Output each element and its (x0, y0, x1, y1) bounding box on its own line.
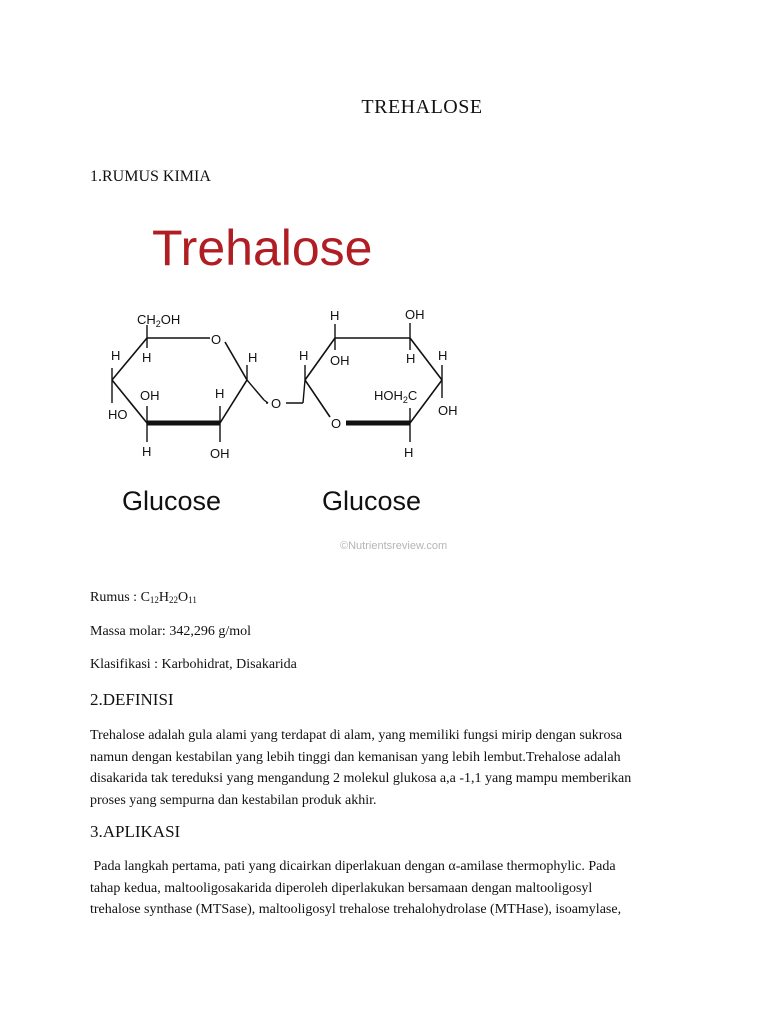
trehalose-structure-diagram (90, 200, 480, 565)
classification-line: Klasifikasi : Karbohidrat, Disakarida (90, 657, 297, 672)
left-glucose-ring (112, 338, 247, 423)
section-heading-definisi: 2.DEFINISI (90, 690, 174, 709)
formula-label: Rumus : (90, 590, 141, 605)
molar-mass-line: Massa molar: 342,296 g/mol (90, 624, 251, 639)
formula-c-count: 12 (149, 595, 159, 605)
svg-text:H: H (299, 348, 309, 363)
image-credit: ©Nutrientsreview.com (340, 540, 448, 552)
svg-text:CH2OH: $CH_2OH$ (137, 312, 181, 329)
formula-c: C (140, 590, 150, 605)
svg-text:O: O (211, 332, 222, 347)
svg-text:HOH2C: $HOH_2C$ (374, 388, 418, 405)
svg-text:H: H (142, 350, 152, 365)
svg-text:OH: OH (140, 388, 160, 403)
aplikasi-paragraph (90, 856, 690, 921)
svg-text:O: O (331, 416, 342, 431)
right-glucose-label: Glucose (322, 486, 422, 516)
right-ring-atoms (299, 307, 458, 460)
left-ring-atoms (108, 312, 257, 461)
formula-h: H (158, 590, 170, 605)
section-heading-aplikasi: 3.APLIKASI (90, 822, 181, 841)
formula-h-count: 22 (169, 595, 179, 605)
bridge-oxygen: O (271, 396, 282, 411)
paragraph-line: namun dengan kestabilan yang lebih tinggi dan kemanisan yang lebih lembut.Trehalose adalah (90, 749, 621, 765)
svg-text:OH: OH (210, 446, 230, 461)
paragraph-line: Pada langkah pertama, pati yang dicairkan diperlakuan dengan α-amilase thermophylic. Pada (90, 859, 616, 874)
paragraph-line: disakarida tak tereduksi yang mengandung 2 molekul glukosa a,a -1,1 yang mampu memberikan (90, 771, 632, 786)
document-title: TREHALOSE (361, 96, 483, 118)
svg-text:HO: HO (108, 407, 128, 422)
right-glucose-ring (305, 338, 442, 423)
left-glucose-label: Glucose (122, 486, 222, 516)
svg-text:H: H (330, 308, 340, 323)
svg-text:H: H (142, 444, 152, 459)
formula-o-count: 11 (188, 595, 197, 605)
svg-text:H: H (404, 445, 414, 460)
svg-text:H: H (248, 350, 258, 365)
figure-title: Trehalose (152, 220, 373, 276)
paragraph-line: Trehalose adalah gula alami yang terdapat di alam, yang memiliki fungsi mirip dengan sukrosa (90, 728, 623, 743)
definisi-paragraph (90, 725, 690, 811)
svg-text:H: H (406, 351, 416, 366)
svg-text:H: H (215, 386, 225, 401)
svg-text:OH: OH (405, 307, 425, 322)
formula-line (90, 590, 197, 606)
svg-text:OH: OH (438, 403, 458, 418)
svg-text:H: H (111, 348, 121, 363)
paragraph-line: tahap kedua, maltooligosakarida diperoleh diperlakukan bersamaan dengan maltooligosyl (90, 880, 593, 896)
paragraph-line: proses yang sempurna dan kestabilan produk akhir. (90, 792, 377, 808)
formula-o: O (178, 590, 189, 605)
trehalose-structure-figure (90, 200, 480, 565)
svg-text:OH: OH (330, 353, 350, 368)
svg-text:H: H (438, 348, 448, 363)
paragraph-line: trehalose synthase (MTSase), maltooligosyl trehalose trehalohydrolase (MTHase), isoamylase, (90, 902, 622, 917)
section-heading-rumus-kimia: 1.RUMUS KIMIA (90, 168, 211, 185)
